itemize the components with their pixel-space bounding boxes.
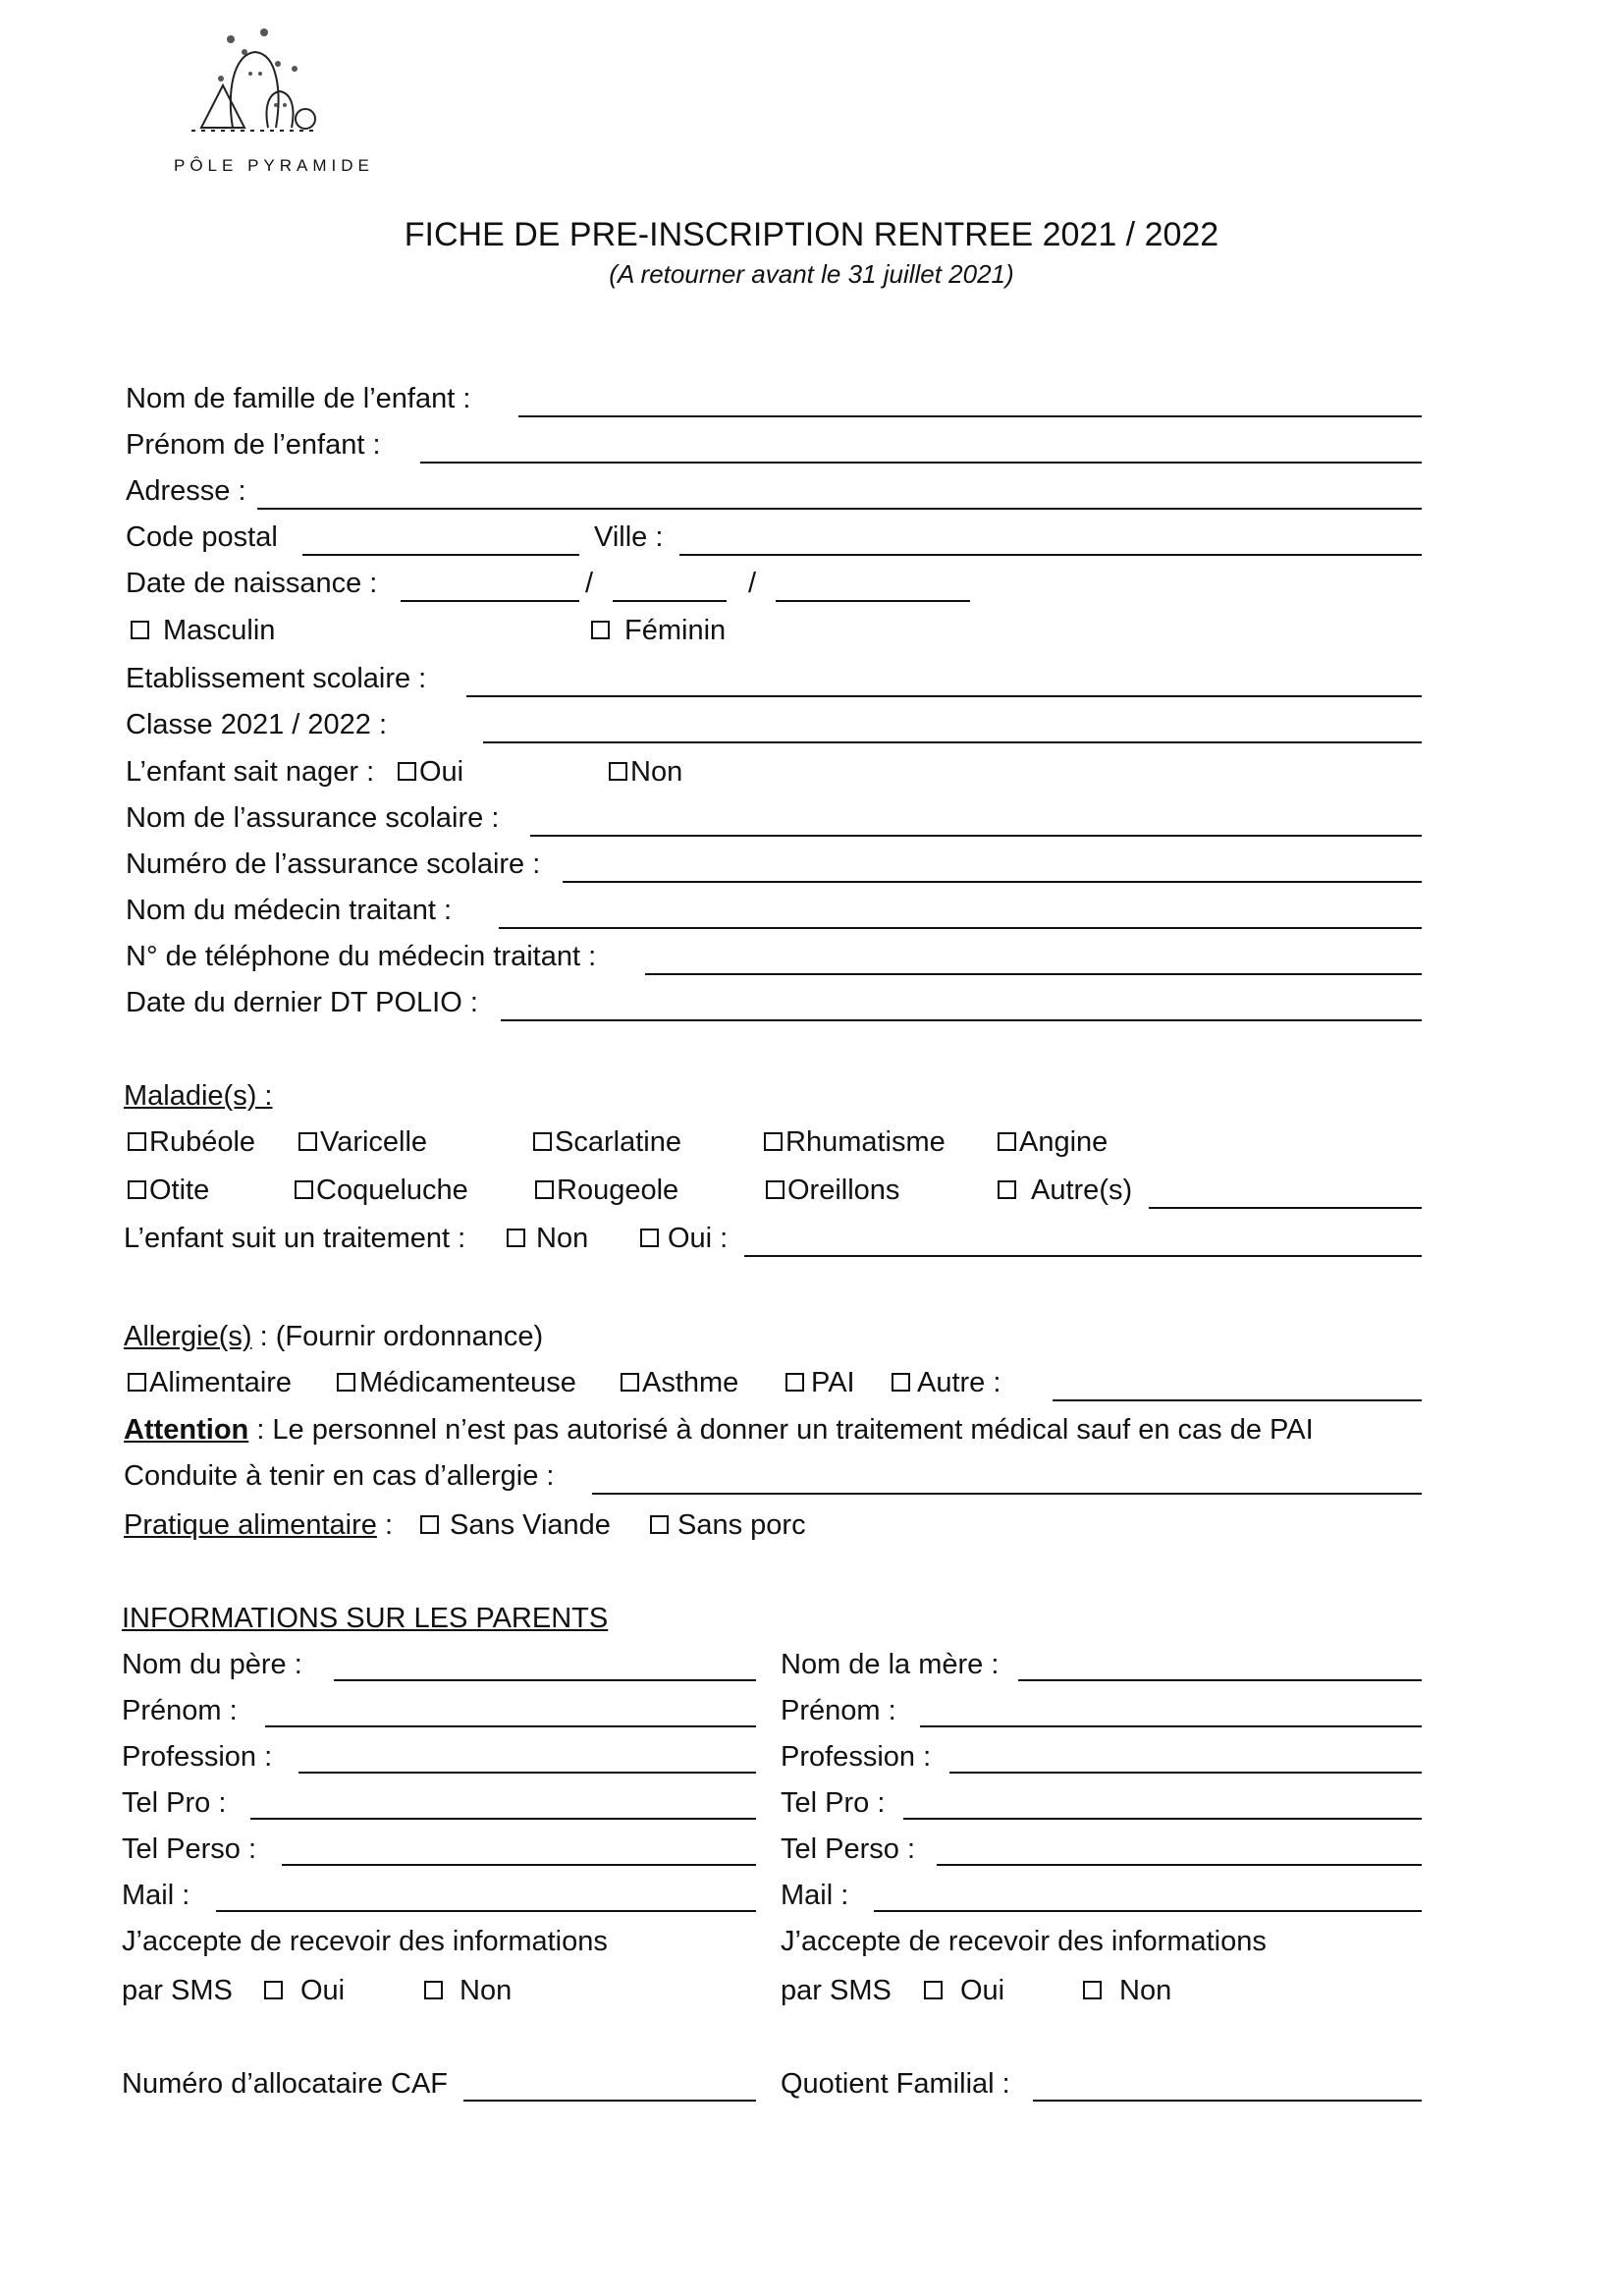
feminin-checkbox[interactable] bbox=[591, 621, 610, 639]
class-label: Classe 2021 / 2022 : bbox=[126, 709, 388, 740]
father-sms-oui-label: Oui bbox=[300, 1975, 346, 2006]
mother-name-field[interactable] bbox=[1018, 1679, 1422, 1681]
rougeole-label: Rougeole bbox=[557, 1175, 679, 1206]
mother-telpro-label: Tel Pro : bbox=[781, 1787, 886, 1819]
allergy-autre-label: Autre : bbox=[917, 1367, 1001, 1398]
form-title: FICHE DE PRE-INSCRIPTION RENTREE 2021 / 2022 bbox=[404, 216, 1219, 253]
sans-porc-label: Sans porc bbox=[677, 1509, 806, 1541]
rougeole-checkbox[interactable] bbox=[535, 1180, 554, 1199]
insurance-name-field[interactable] bbox=[530, 835, 1422, 837]
mother-telperso-label: Tel Perso : bbox=[781, 1833, 915, 1865]
child-firstname-label: Prénom de l’enfant : bbox=[126, 429, 381, 461]
birth-day-field[interactable] bbox=[401, 600, 579, 602]
allergy-conduct-field[interactable] bbox=[592, 1493, 1422, 1495]
treatment-field[interactable] bbox=[744, 1255, 1422, 1257]
mother-accept-label: J’accepte de recevoir des informations bbox=[781, 1926, 1267, 1957]
mother-sms-label: par SMS bbox=[781, 1975, 892, 2006]
attention-text: : Le personnel n’est pas autorisé à donner un traitement médical sauf en cas de PAI bbox=[256, 1414, 1314, 1446]
date-separator: / bbox=[748, 568, 757, 599]
city-field[interactable] bbox=[679, 554, 1422, 556]
rubeole-checkbox[interactable] bbox=[128, 1132, 146, 1151]
mother-sms-non-checkbox[interactable] bbox=[1083, 1981, 1102, 1999]
asthme-checkbox[interactable] bbox=[621, 1373, 639, 1392]
mother-firstname-label: Prénom : bbox=[781, 1695, 896, 1726]
father-name-label: Nom du père : bbox=[122, 1649, 302, 1680]
swim-non-label: Non bbox=[630, 756, 683, 788]
father-sms-oui-checkbox[interactable] bbox=[264, 1981, 283, 1999]
pai-checkbox[interactable] bbox=[785, 1373, 804, 1392]
city-label: Ville : bbox=[594, 521, 664, 553]
mother-mail-field[interactable] bbox=[874, 1910, 1422, 1912]
mother-telperso-field[interactable] bbox=[937, 1864, 1422, 1866]
otite-label: Otite bbox=[149, 1175, 210, 1206]
allergy-conduct-label: Conduite à tenir en cas d’allergie : bbox=[124, 1460, 555, 1492]
father-sms-label: par SMS bbox=[122, 1975, 233, 2006]
allergy-autre-field[interactable] bbox=[1053, 1399, 1422, 1401]
father-telpro-field[interactable] bbox=[250, 1818, 756, 1820]
doctor-phone-field[interactable] bbox=[645, 973, 1422, 975]
autres-label: Autre(s) bbox=[1031, 1175, 1133, 1206]
doctor-label: Nom du médecin traitant : bbox=[126, 895, 453, 926]
school-field[interactable] bbox=[466, 695, 1422, 697]
father-firstname-label: Prénom : bbox=[122, 1695, 238, 1726]
mother-telpro-field[interactable] bbox=[903, 1818, 1422, 1820]
mother-sms-oui-label: Oui bbox=[960, 1975, 1005, 2006]
mother-mail-label: Mail : bbox=[781, 1880, 849, 1911]
medicamenteuse-label: Médicamenteuse bbox=[359, 1367, 576, 1398]
father-firstname-field[interactable] bbox=[265, 1725, 756, 1727]
mother-profession-field[interactable] bbox=[949, 1772, 1422, 1774]
sans-porc-checkbox[interactable] bbox=[650, 1515, 669, 1534]
logo bbox=[162, 25, 388, 182]
swim-non-checkbox[interactable] bbox=[609, 762, 627, 781]
mother-profession-label: Profession : bbox=[781, 1741, 932, 1773]
autres-checkbox[interactable] bbox=[998, 1180, 1016, 1199]
father-mail-field[interactable] bbox=[216, 1910, 756, 1912]
scarlatine-checkbox[interactable] bbox=[533, 1132, 552, 1151]
treatment-oui-label: Oui : bbox=[668, 1223, 729, 1254]
child-lastname-label: Nom de famille de l’enfant : bbox=[126, 383, 471, 414]
parents-heading: INFORMATIONS SUR LES PARENTS bbox=[122, 1603, 609, 1634]
caf-field[interactable] bbox=[463, 2100, 756, 2102]
caf-label: Numéro d’allocataire CAF bbox=[122, 2068, 449, 2100]
father-telperso-label: Tel Perso : bbox=[122, 1833, 256, 1865]
rubeole-label: Rubéole bbox=[149, 1126, 256, 1158]
father-profession-field[interactable] bbox=[298, 1772, 756, 1774]
insurance-name-label: Nom de l’assurance scolaire : bbox=[126, 802, 500, 834]
rhumatisme-label: Rhumatisme bbox=[785, 1126, 946, 1158]
mother-sms-non-label: Non bbox=[1119, 1975, 1172, 2006]
treatment-oui-checkbox[interactable] bbox=[640, 1229, 659, 1247]
class-field[interactable] bbox=[483, 741, 1422, 743]
sans-viande-checkbox[interactable] bbox=[420, 1515, 439, 1534]
address-field[interactable] bbox=[257, 508, 1422, 510]
masculin-label: Masculin bbox=[163, 615, 276, 646]
pole-pyramide-logo-icon bbox=[162, 25, 388, 142]
coqueluche-checkbox[interactable] bbox=[295, 1180, 313, 1199]
diseases-heading: Maladie(s) : bbox=[124, 1080, 273, 1112]
otite-checkbox[interactable] bbox=[128, 1180, 146, 1199]
mother-name-label: Nom de la mère : bbox=[781, 1649, 1000, 1680]
father-mail-label: Mail : bbox=[122, 1880, 190, 1911]
oreillons-label: Oreillons bbox=[787, 1175, 900, 1206]
quotient-label: Quotient Familial : bbox=[781, 2068, 1010, 2100]
masculin-checkbox[interactable] bbox=[131, 621, 149, 639]
logo-text: PÔLE PYRAMIDE bbox=[174, 156, 374, 175]
attention-label: Attention bbox=[124, 1414, 249, 1446]
allergy-autre-checkbox[interactable] bbox=[892, 1373, 910, 1392]
date-separator: / bbox=[585, 568, 594, 599]
allergies-heading-label: Allergie(s) bbox=[124, 1321, 252, 1352]
coqueluche-label: Coqueluche bbox=[316, 1175, 468, 1206]
angine-checkbox[interactable] bbox=[998, 1132, 1016, 1151]
angine-label: Angine bbox=[1019, 1126, 1109, 1158]
father-telpro-label: Tel Pro : bbox=[122, 1787, 227, 1819]
treatment-non-checkbox[interactable] bbox=[507, 1229, 525, 1247]
diet-practice-sep: : bbox=[384, 1509, 394, 1541]
doctor-field[interactable] bbox=[499, 927, 1422, 929]
scarlatine-label: Scarlatine bbox=[555, 1126, 681, 1158]
child-firstname-field[interactable] bbox=[420, 462, 1422, 464]
attention-notice bbox=[124, 1412, 1314, 1448]
postal-code-field[interactable] bbox=[302, 554, 579, 556]
asthme-label: Asthme bbox=[642, 1367, 739, 1398]
father-accept-label: J’accepte de recevoir des informations bbox=[122, 1926, 608, 1957]
father-profession-label: Profession : bbox=[122, 1741, 273, 1773]
school-label: Etablissement scolaire : bbox=[126, 663, 427, 694]
doctor-phone-label: N° de téléphone du médecin traitant : bbox=[126, 941, 597, 972]
mother-sms-oui-checkbox[interactable] bbox=[924, 1981, 943, 1999]
medicamenteuse-checkbox[interactable] bbox=[337, 1373, 355, 1392]
treatment-non-label: Non bbox=[536, 1223, 589, 1254]
treatment-label: L’enfant suit un traitement : bbox=[124, 1223, 466, 1254]
father-name-field[interactable] bbox=[334, 1679, 756, 1681]
father-sms-non-checkbox[interactable] bbox=[424, 1981, 443, 1999]
birth-month-field[interactable] bbox=[613, 600, 727, 602]
allergies-heading bbox=[124, 1319, 543, 1354]
autres-field[interactable] bbox=[1149, 1207, 1422, 1209]
allergies-heading-note: : (Fournir ordonnance) bbox=[259, 1321, 544, 1352]
quotient-field[interactable] bbox=[1033, 2100, 1422, 2102]
varicelle-checkbox[interactable] bbox=[298, 1132, 317, 1151]
swim-oui-checkbox[interactable] bbox=[398, 762, 416, 781]
address-label: Adresse : bbox=[126, 475, 246, 507]
polio-field[interactable] bbox=[501, 1019, 1422, 1021]
father-sms-non-label: Non bbox=[460, 1975, 513, 2006]
form-subtitle: (A retourner avant le 31 juillet 2021) bbox=[609, 259, 1014, 289]
polio-label: Date du dernier DT POLIO : bbox=[126, 987, 478, 1018]
child-lastname-field[interactable] bbox=[518, 415, 1422, 417]
sans-viande-label: Sans Viande bbox=[450, 1509, 611, 1541]
diet-practice bbox=[124, 1507, 393, 1543]
mother-firstname-field[interactable] bbox=[920, 1725, 1422, 1727]
alimentaire-label: Alimentaire bbox=[149, 1367, 293, 1398]
insurance-number-field[interactable] bbox=[563, 881, 1422, 883]
birth-year-field[interactable] bbox=[776, 600, 970, 602]
diet-practice-label: Pratique alimentaire bbox=[124, 1509, 377, 1541]
swim-oui-label: Oui bbox=[419, 756, 464, 788]
father-telperso-field[interactable] bbox=[282, 1864, 756, 1866]
alimentaire-checkbox[interactable] bbox=[128, 1373, 146, 1392]
swim-label: L’enfant sait nager : bbox=[126, 756, 375, 788]
insurance-number-label: Numéro de l’assurance scolaire : bbox=[126, 848, 541, 880]
pai-label: PAI bbox=[811, 1367, 855, 1398]
postal-code-label: Code postal bbox=[126, 521, 278, 553]
varicelle-label: Varicelle bbox=[320, 1126, 428, 1158]
feminin-label: Féminin bbox=[624, 615, 727, 646]
rhumatisme-checkbox[interactable] bbox=[764, 1132, 783, 1151]
birthdate-label: Date de naissance : bbox=[126, 568, 378, 599]
oreillons-checkbox[interactable] bbox=[766, 1180, 784, 1199]
